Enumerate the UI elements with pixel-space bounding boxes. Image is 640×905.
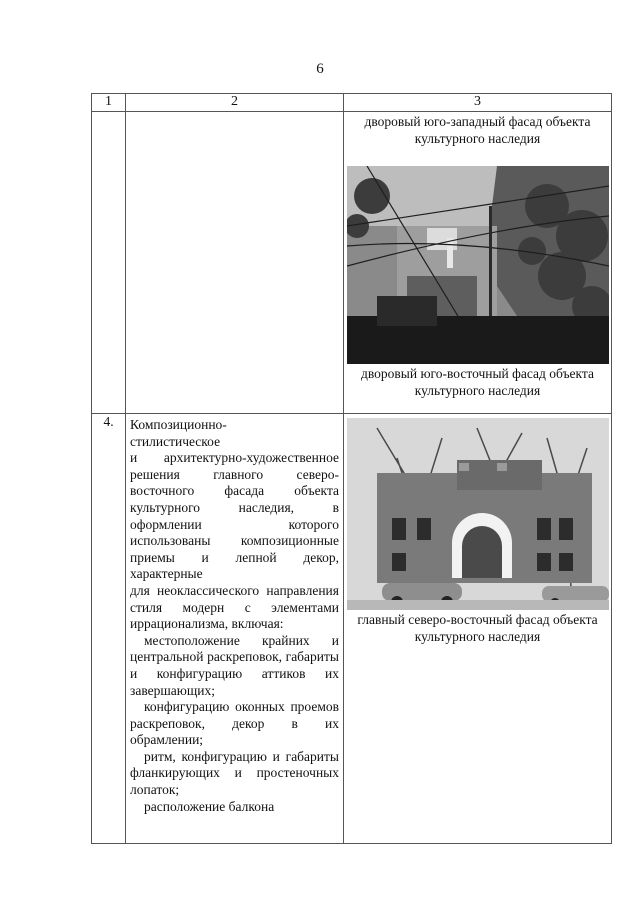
list-item-3: ритм, конфигурацию и габариты фланкирующих и простеночных лопаток; bbox=[130, 748, 339, 798]
column-header-3: 3 bbox=[344, 94, 612, 112]
description-cell bbox=[126, 414, 344, 844]
table-row-4 bbox=[92, 414, 612, 844]
intro-line-4: для неоклассического направления стиля модерн с элементами иррационализма, включая: bbox=[130, 582, 339, 632]
list-item-2: конфигурацию оконных проемов раскреповок, декор в их обрамлении; bbox=[130, 699, 339, 748]
table-row-continued bbox=[92, 112, 612, 414]
courtyard-southeast-facade-photo-icon bbox=[347, 166, 609, 364]
intro-line-3: и архитектурно-художественное решения главного северо-восточного фасада объекта культурного наследия, в оформлении которого использованы композиционные приемы и лепной декор, характерные bbox=[130, 450, 339, 582]
photo-cell-row-4 bbox=[344, 414, 612, 844]
table-header-row bbox=[92, 94, 612, 112]
page-number: 6 bbox=[316, 61, 324, 77]
photo-caption-northeast: главный северо-восточный фасад объекта культурного наследия bbox=[357, 612, 598, 644]
main-northeast-facade-photo-icon bbox=[347, 418, 609, 610]
list-item-4: расположение балкона bbox=[144, 798, 275, 814]
list-item-1: местоположение крайних и центральной раскреповок, габариты и конфигурацию аттиков их завершающих; bbox=[130, 632, 339, 698]
column-header-2: 2 bbox=[126, 94, 344, 112]
photo-caption-southwest: дворовый юго-западный фасад объекта культурного наследия bbox=[364, 114, 591, 146]
intro-line-2: стилистическое bbox=[130, 433, 221, 449]
column-header-1: 1 bbox=[92, 94, 126, 112]
heritage-table bbox=[91, 93, 612, 844]
description-cell-empty bbox=[126, 112, 344, 414]
row-number: 4. bbox=[92, 414, 126, 844]
photo-cell bbox=[344, 112, 612, 414]
photo-caption-southeast: дворовый юго-восточный фасад объекта культурного наследия bbox=[361, 366, 594, 398]
row-number-cell-empty bbox=[92, 112, 126, 414]
intro-line-1: Композиционно- bbox=[130, 417, 227, 432]
